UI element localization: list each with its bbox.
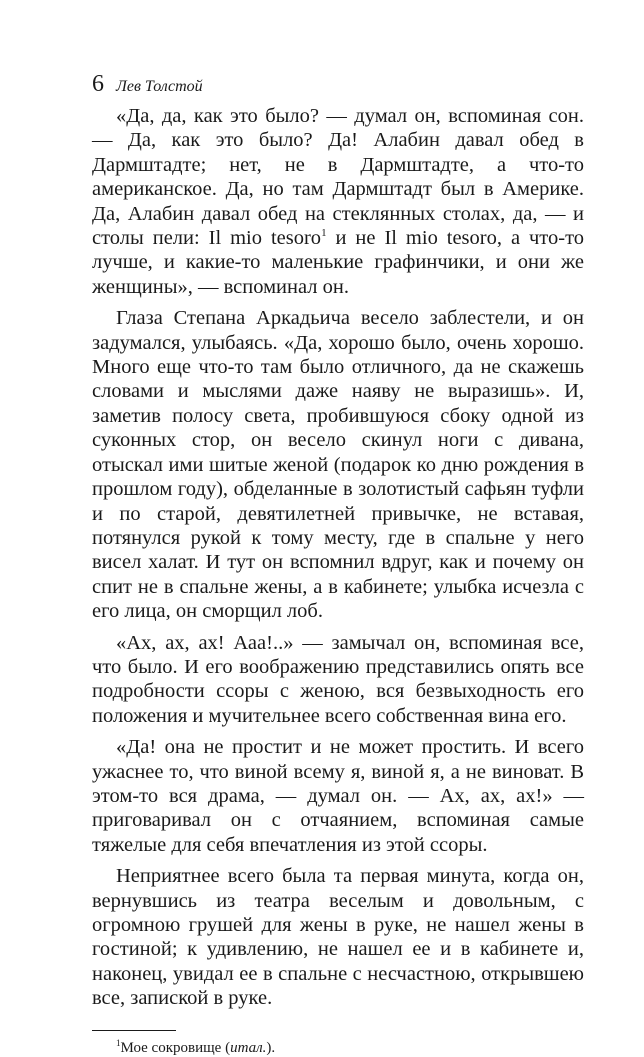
footnote (92, 1039, 584, 1057)
footnote-text: Мое сокровище ( (120, 1039, 231, 1056)
book-page (92, 72, 584, 1057)
running-title: Лев Толстой (116, 78, 203, 95)
paragraph-2: Глаза Степана Аркадьича весело заблестели, и он задумался, улыбаясь. «Да, хорошо было, очень хорошо. Много еще что-то там было отличного, да не скажешь словами и мыслями даже наяву не выразишь». И, заметив полосу света, пробившуюся сбоку одной из суконных стор, он весело скинул ноги с дивана, отыскал ими шитые женой (подарок ко дню рождения в прошлом году), обделанные в золотистый сафьян туфли и по старой, девятилетней привычке, не вставая, потянулся рукой к тому месту, где в спальне у него висел халат. И тут он вспомнил вдруг, как и почему он спит не в спальне жены, а в кабинете; улыбка исчезла с его лица, он сморщил лоб. (92, 307, 584, 623)
footnote-mark: 1 (116, 1037, 121, 1048)
paragraph-4: «Да! она не простит и не может простить. И всего ужаснее то, что виной всему я, виной я, а не виноват. В этом-то вся драма, — думал он. — Ах, ах, ах!» — приговаривал он с отчаянием, вспоминая самые тяжелые для себя впечатления из этой ссоры. (92, 736, 584, 856)
footnote-reference: 1 (321, 227, 327, 240)
footnote-closing: ). (266, 1039, 276, 1056)
running-head (92, 72, 584, 102)
paragraph-1 (92, 104, 584, 299)
paragraph-3: «Ах, ах, ах! Ааа!..» — замычал он, вспоминая все, что было. И его воображению представились опять все подробности ссоры с женою, вся безвыходность его положения и мучительнее всего собственная вина его. (92, 631, 584, 727)
paragraph-1-text-a: «Да, да, как это было? — думал он, вспоминая сон. — Да, как это было? Да! Алабин давал обед в Дармштадте; нет, не в Дармштадте, а что-то американское. Да, но там Дармштадт был в Америке. Да, Алабин давал обед на стеклянных столах, да, — и столы пели: Il mio tesoro (92, 105, 584, 250)
footnote-divider (92, 1030, 176, 1031)
page-number: 6 (92, 71, 104, 97)
paragraph-5: Неприятнее всего была та первая минута, когда он, вернувшись из театра веселым и довольным, с огромною грушей для жены в руке, не нашел жены в гостиной; к удивлению, не нашел ее и в кабинете и, наконец, увидал ее в спальне с несчастною, открывшею все, запиской в руке. (92, 865, 584, 1010)
paragraph-1-text-b: и не Il mio tesoro, а что-то лучше, и какие-то маленькие графинчики, и они же женщины», — вспоминал он. (92, 227, 585, 298)
body-text (92, 104, 584, 1011)
footnote-language-note: итал. (230, 1039, 267, 1056)
